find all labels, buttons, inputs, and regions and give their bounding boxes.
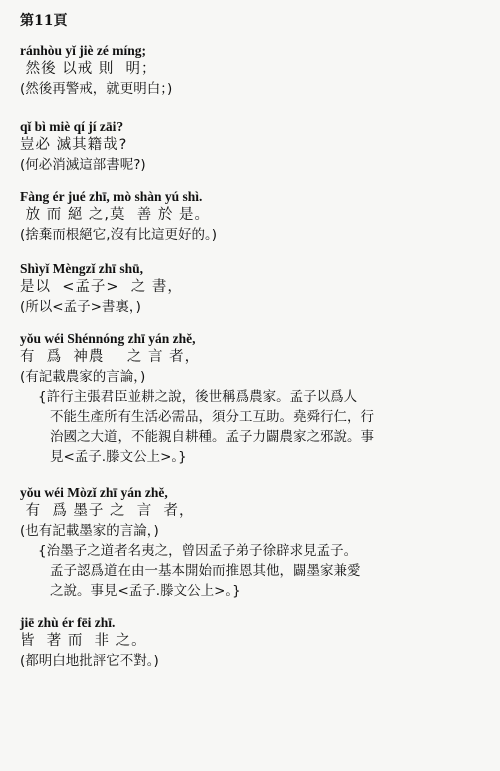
pinyin-line: qǐ bì miè qí jí zāi?	[20, 119, 124, 134]
pinyin-line: yǒu wéi Shénnóng zhī yán zhě,	[20, 331, 196, 346]
hanzi-line: 是以 <孟子> 之 書，	[20, 279, 183, 295]
gloss-line: (都明白地批評它不對。)	[20, 653, 159, 669]
note-line: 治國之大道，不能親自耕種。孟子力闢農家之邪說。事	[50, 429, 374, 445]
hanzi-line: 豈必 滅其籍哉?	[20, 137, 128, 153]
hanzi-line: 放 而 絕 之,莫 善 於 是。	[20, 207, 210, 223]
commentary-note	[38, 541, 468, 601]
gloss-line: (捨棄而根絕它,沒有比這更好的。)	[20, 227, 218, 243]
gloss-line: (然後再警戒，就更明白；)	[20, 81, 173, 97]
gloss-line: (也有記載墨家的言論，)	[20, 523, 159, 539]
verse-block-6	[20, 484, 468, 601]
pinyin-line: Fàng ér jué zhī, mò shàn yú shì.	[20, 189, 203, 204]
hanzi-line: 有 爲 神農 之 言 者，	[20, 349, 201, 365]
verse-block-7	[20, 614, 159, 671]
note-line: {許行主張君臣並耕之說，後世稱爲農家。孟子以爲人	[38, 389, 358, 405]
verse-block-3	[20, 188, 217, 245]
commentary-note	[38, 387, 468, 467]
verse-block-2	[20, 118, 146, 175]
hanzi-line: 然後 以戒 則 明；	[20, 61, 157, 77]
pinyin-line: yǒu wéi Mòzǐ zhī yán zhě,	[20, 485, 168, 500]
verse-block-1	[20, 42, 172, 99]
verse-block-4	[20, 260, 183, 317]
hanzi-line: 皆 著 而 非 之。	[20, 633, 147, 649]
gloss-line: (所以<孟子>書裏，)	[20, 299, 141, 315]
pinyin-line: Shìyǐ Mèngzǐ zhī shū,	[20, 261, 144, 276]
note-line: 之說。事見<孟子.滕文公上>。}	[50, 583, 241, 599]
note-line: 不能生產所有生活必需品，須分工互助。堯舜行仁，行	[50, 409, 374, 425]
verse-block-5	[20, 330, 468, 467]
pinyin-line: jiē zhù ér fēi zhī.	[20, 615, 116, 630]
page-number: 第11頁	[20, 13, 68, 29]
note-line: 孟子認爲道在由一基本開始而推恩其他，闢墨家兼愛	[50, 563, 361, 579]
gloss-line: (何必消滅這部書呢?)	[20, 157, 146, 173]
note-line: {治墨子之道者名夷之，曾因孟子弟子徐辟求見孟子。	[38, 543, 358, 559]
note-line: 見<孟子.滕文公上>。}	[50, 449, 187, 465]
pinyin-line: ránhòu yǐ jiè zé míng;	[20, 43, 146, 58]
gloss-line: (有記載農家的言論，)	[20, 369, 146, 385]
hanzi-line: 有 爲 墨子 之 言 者，	[20, 503, 195, 519]
